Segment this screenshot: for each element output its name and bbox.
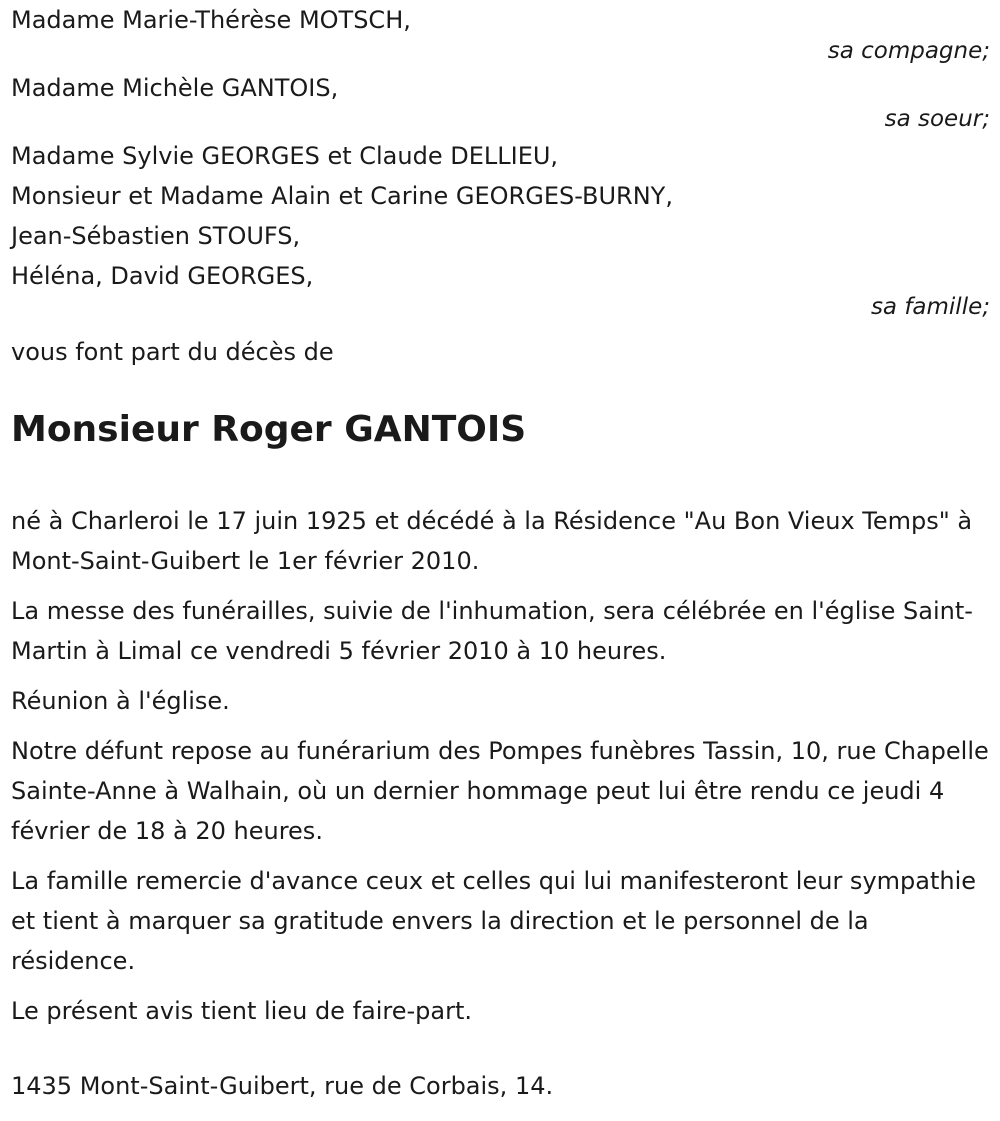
mourner-name: Madame Sylvie GEORGES et Claude DELLIEU, [11,142,559,170]
relation-label: sa soeur; [884,106,990,132]
paragraph-birth-death: né à Charleroi le 17 juin 1925 et décédé à la Résidence "Au Bon Vieux Temps" à Mont-Saint-Guibert le 1er février 2010. [11,507,973,575]
mourner-block-companion [11,0,990,62]
announcement-text: vous font part du décès de [11,338,334,366]
family-address: 1435 Mont-Saint-Guibert, rue de Corbais, 14. [11,1072,554,1100]
death-notice [11,0,990,1106]
relation-label: sa famille; [870,294,990,320]
mourner-name: Jean-Sébastien STOUFS, [11,222,301,250]
relation-label: sa compagne; [827,38,990,64]
paragraph-funeral-home: Notre défunt repose au funérarium des Pompes funèbres Tassin, 10, rue Chapelle Sainte-Anne à Walhain, où un dernier hommage peut lui être rendu ce jeudi 4 février de 18 à 20 heures. [11,737,989,845]
mourner-name: Monsieur et Madame Alain et Carine GEORGES-BURNY, [11,182,673,210]
mourner-name: Madame Michèle GANTOIS, [11,74,339,102]
paragraph-gathering: Réunion à l'église. [11,687,230,715]
deceased-name: Monsieur Roger GANTOIS [11,409,527,450]
mourner-block-family [11,136,990,318]
paragraph-thanks: La famille remercie d'avance ceux et celles qui lui manifesteront leur sympathie et tient à marquer sa gratitude envers la direction et le personnel de la résidence. [11,867,977,975]
mourner-block-sister [11,68,990,130]
paragraph-funeral-mass: La messe des funérailles, suivie de l'inhumation, sera célébrée en l'église Saint-Martin à Limal ce vendredi 5 février 2010 à 10 heures. [11,597,973,665]
mourner-name: Madame Marie-Thérèse MOTSCH, [11,6,411,34]
paragraph-notice: Le présent avis tient lieu de faire-part. [11,997,473,1025]
mourner-name: Héléna, David GEORGES, [11,262,314,290]
